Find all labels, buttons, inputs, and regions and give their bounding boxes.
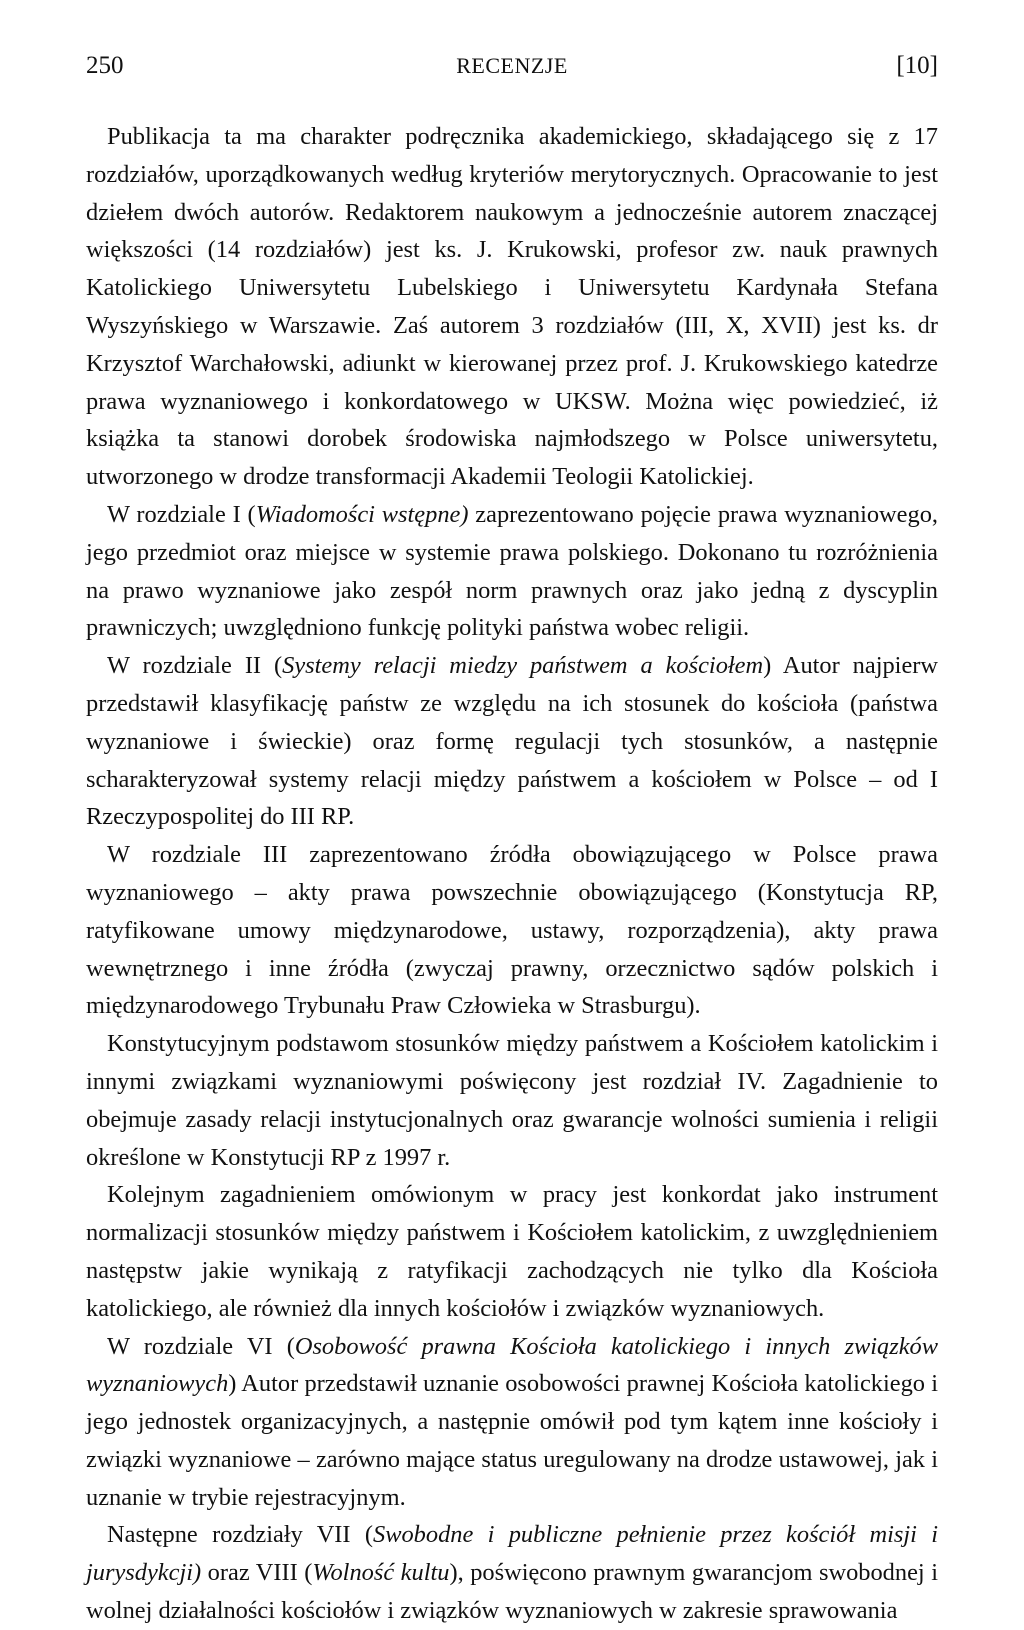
running-title: RECENZJE <box>456 53 568 78</box>
paragraph <box>86 1516 938 1629</box>
paragraph-text: W rozdziale I ( <box>107 500 256 528</box>
italic-title: Wolność kultu <box>312 1559 450 1587</box>
paragraph-text: oraz VIII ( <box>201 1559 313 1587</box>
italic-title: Osobowość prawna Kościoła katolickiego i innych związków wyznaniowych <box>86 1332 938 1398</box>
paragraph-text: ) Autor najpierw przedstawił klasyfikację państw ze względu na ich stosunek do kościoła (państwa wyznaniowe i świeckie) oraz formę regulacji tych stosunków, a następnie scharakteryzował systemy relacji między państwem a kościołem w Polsce – od I Rzeczypospolitej do III RP. <box>86 652 939 831</box>
paragraph-text: W rozdziale III zaprezentowano źródła obowiązującego w Polsce prawa wyznaniowego – akty prawa powszechnie obowiązującego (Konstytucja RP, ratyfikowane umowy międzynarodowe, ustawy, rozporządzenia), akty prawa wewnętrznego i inne źródła (zwyczaj prawny, orzecznictwo sądów polskich i międzynarodowego Trybunału Praw Człowieka w Strasburgu). <box>86 841 938 1020</box>
paragraph <box>86 1328 938 1517</box>
paragraph <box>86 1176 938 1327</box>
page-number: 250 <box>86 52 124 79</box>
review-body <box>86 118 938 1630</box>
italic-title: Wiadomości wstępne) <box>255 500 469 528</box>
paragraph <box>86 1025 938 1176</box>
section-number: [10] <box>896 52 938 79</box>
paragraph <box>86 118 938 496</box>
paragraph-text: zaprezentowano pojęcie prawa wyznaniowego, jego przedmiot oraz miejsce w systemie prawa polskiego. Dokonano tu rozróżnienia na prawo wyznaniowe jako zespół norm prawnych oraz jako jedną z dyscyplin prawniczych; uwzględniono funkcję polityki państwa wobec religii. <box>86 500 938 642</box>
paragraph-text: Publikacja ta ma charakter podręcznika akademickiego, składającego się z 17 rozdziałów, uporządkowanych według kryteriów merytorycznych. Opracowanie to jest dziełem dwóch autorów. Redaktorem naukowym a jednocześnie autorem znaczącej większości (14 rozdziałów) jest ks. J. Krukowski, profesor zw. nauk prawnych Katolickiego Uniwersytetu Lubelskiego i Uniwersytetu Kardynała Stefana Wyszyńskiego w Warszawie. Zaś autorem 3 rozdziałów (III, X, XVII) jest ks. dr Krzysztof Warchałowski, adiunkt w kierowanej przez prof. J. Krukowskiego katedrze prawa wyznaniowego i konkordatowego w UKSW. Można więc powiedzieć, iż książka ta stanowi dorobek środowiska najmłodszego w Polsce uniwersytetu, utworzonego w drodze transformacji Akademii Teologii Katolickiej. <box>86 123 938 491</box>
paragraph-text: W rozdziale VI ( <box>107 1332 295 1360</box>
paragraph-text: W rozdziale II ( <box>107 652 283 680</box>
page-header <box>86 46 938 86</box>
paragraph <box>86 836 938 1025</box>
paragraph-text: Następne rozdziały VII ( <box>107 1521 374 1549</box>
italic-title: Swobodne i publiczne pełnienie przez kościół misji i jurysdykcji) <box>86 1521 938 1587</box>
italic-title: Systemy relacji miedzy państwem a kościołem <box>282 652 764 680</box>
paragraph-text: Kolejnym zagadnieniem omówionym w pracy jest konkordat jako instrument normalizacji stosunków między państwem i Kościołem katolickim, z uwzględnieniem następstw jakie wynikają z ratyfikacji zachodzących nie tylko dla Kościoła katolickiego, ale również dla innych kościołów i związków wyznaniowych. <box>86 1181 938 1322</box>
paragraph-text: Konstytucyjnym podstawom stosunków między państwem a Kościołem katolickim i innymi związkami wyznaniowymi poświęcony jest rozdział IV. Zagadnienie to obejmuje zasady relacji instytucjonalnych oraz gwarancje wolności sumienia i religii określone w Konstytucji RP z 1997 r. <box>86 1030 938 1171</box>
paragraph <box>86 496 938 647</box>
paragraph-text: ) Autor przedstawił uznanie osobowości prawnej Kościoła katolickiego i jego jednostek organizacyjnych, a następnie omówił pod tym kątem inne kościoły i związki wyznaniowe – zarówno mające status uregulowany na drodze ustawowej, jak i uznanie w trybie rejestracyjnym. <box>86 1370 938 1511</box>
paragraph <box>86 647 938 836</box>
paragraph-text: ), poświęcono prawnym gwarancjom swobodnej i wolnej działalności kościołów i związków wyznaniowych w zakresie sprawowania <box>86 1559 938 1625</box>
